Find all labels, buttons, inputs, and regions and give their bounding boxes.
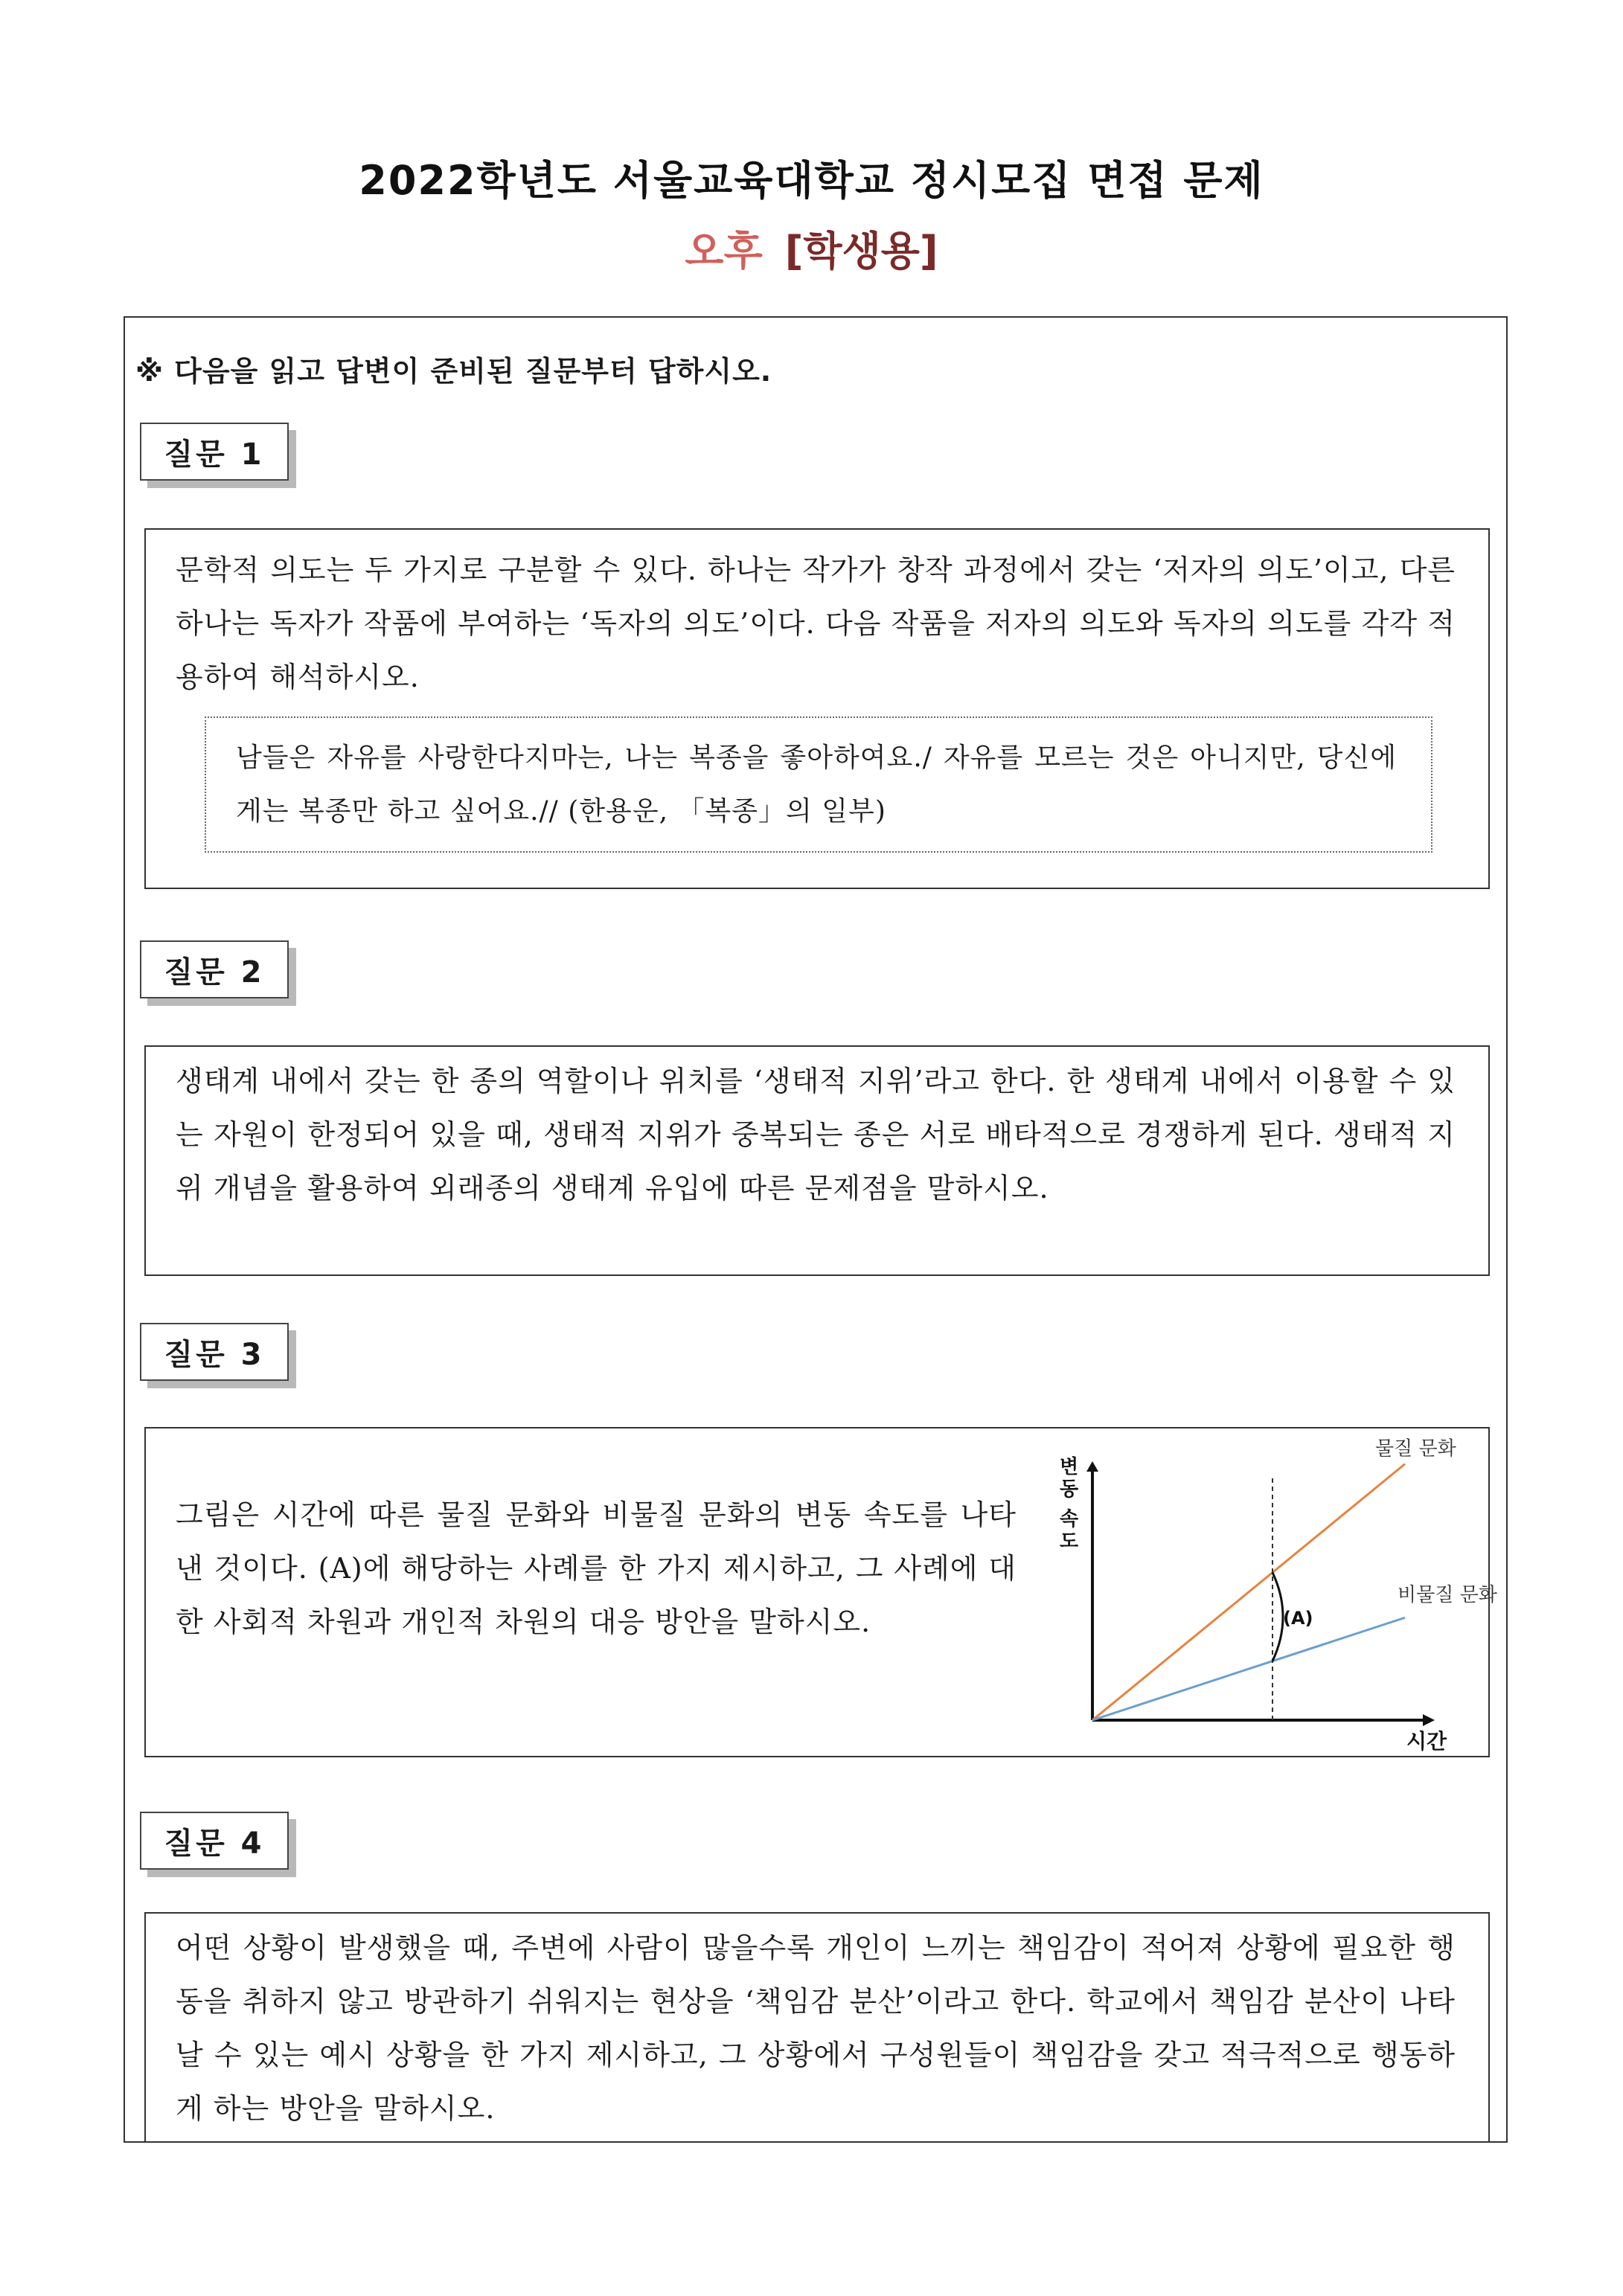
y-axis-label-char: 속 <box>1060 1508 1079 1530</box>
question-4-label: 질문 4 <box>140 1812 289 1870</box>
y-axis-label-char: 도 <box>1060 1530 1079 1553</box>
role-label: [학생용] <box>784 228 938 275</box>
question-4-text: 어떤 상황이 발생했을 때, 주변에 사람이 많을수록 개인이 느끼는 책임감이 적어져 상황에 필요한 행동을 취하지 않고 방관하기 쉬워지는 현상을 ‘책임감 분산’이라고 한다. 학교에서 책임감 분산이 나타날 수 있는 예시 상황을 한 가지 제시하고, 그 상황에서 구성원들이 책임감을 갖고 적극적으로 행동하게 하는 방안을 말하시오. <box>176 1931 1456 2125</box>
series-label-2: 비물질 문화 <box>1398 1584 1497 1607</box>
y-axis-label-char: 변 <box>1060 1456 1079 1478</box>
instruction: ※ 다음을 읽고 답변이 준비된 질문부터 답하시오. <box>135 355 772 388</box>
x-axis-arrow <box>1423 1714 1435 1726</box>
gap-bracket <box>1273 1573 1283 1661</box>
question-2-box <box>144 1045 1490 1276</box>
poem-excerpt-box <box>205 716 1432 853</box>
poem-excerpt-text: 남들은 자유를 사랑한다지마는, 나는 복종을 좋아하여요./ 자유를 모르는 것은 아니지만, 당신에게는 복종만 하고 싶어요.// (한용운, 「복종」의 일부) <box>236 743 1397 827</box>
question-1-text: 문학적 의도는 두 가지로 구분할 수 있다. 하나는 작가가 창작 과정에서 갖는 ‘저자의 의도’이고, 다른 하나는 독자가 작품에 부여하는 ‘독자의 의도’이다. 다음 작품을 저자의 의도와 독자의 의도를 각각 적용하여 해석하시오. <box>176 554 1456 693</box>
annotation-label: (A) <box>1283 1608 1313 1629</box>
question-3-label: 질문 3 <box>140 1323 289 1381</box>
series-line-1 <box>1092 1464 1405 1720</box>
question-3-box <box>144 1427 1497 1757</box>
question-4-box <box>144 1912 1490 2143</box>
question-2-text: 생태계 내에서 갖는 한 종의 역할이나 위치를 ‘생태적 지위’라고 한다. 한 생태계 내에서 이용할 수 있는 자원이 한정되어 있을 때, 생태적 지위가 중복되는 종은 서로 배타적으로 경쟁하게 된다. 생태적 지위 개념을 활용하여 외래종의 생태계 유입에 따른 문제점을 말하시오. <box>176 1065 1456 1205</box>
session-label: 오후 <box>685 228 763 275</box>
y-axis-label-char: 동 <box>1060 1478 1079 1501</box>
question-3-text: 그림은 시간에 따른 물질 문화와 비물질 문화의 변동 속도를 나타낸 것이다. (A)에 해당하는 사례를 한 가지 제시하고, 그 사례에 대한 사회적 차원과 개인적 차원의 대응 방안을 말하시오. <box>176 1498 1017 1638</box>
y-axis-arrow <box>1086 1461 1098 1472</box>
x-axis-label: 시간 <box>1406 1729 1447 1754</box>
page-title: 2022학년도 서울교육대학교 정시모집 면접 문제 <box>359 157 1264 204</box>
question-2-label: 질문 2 <box>140 940 289 998</box>
culture-change-chart <box>1054 1437 1497 1754</box>
series-line-2 <box>1092 1617 1405 1720</box>
question-1-label: 질문 1 <box>140 423 289 481</box>
series-label-1: 물질 문화 <box>1375 1437 1456 1460</box>
page-subtitle <box>0 219 1623 277</box>
